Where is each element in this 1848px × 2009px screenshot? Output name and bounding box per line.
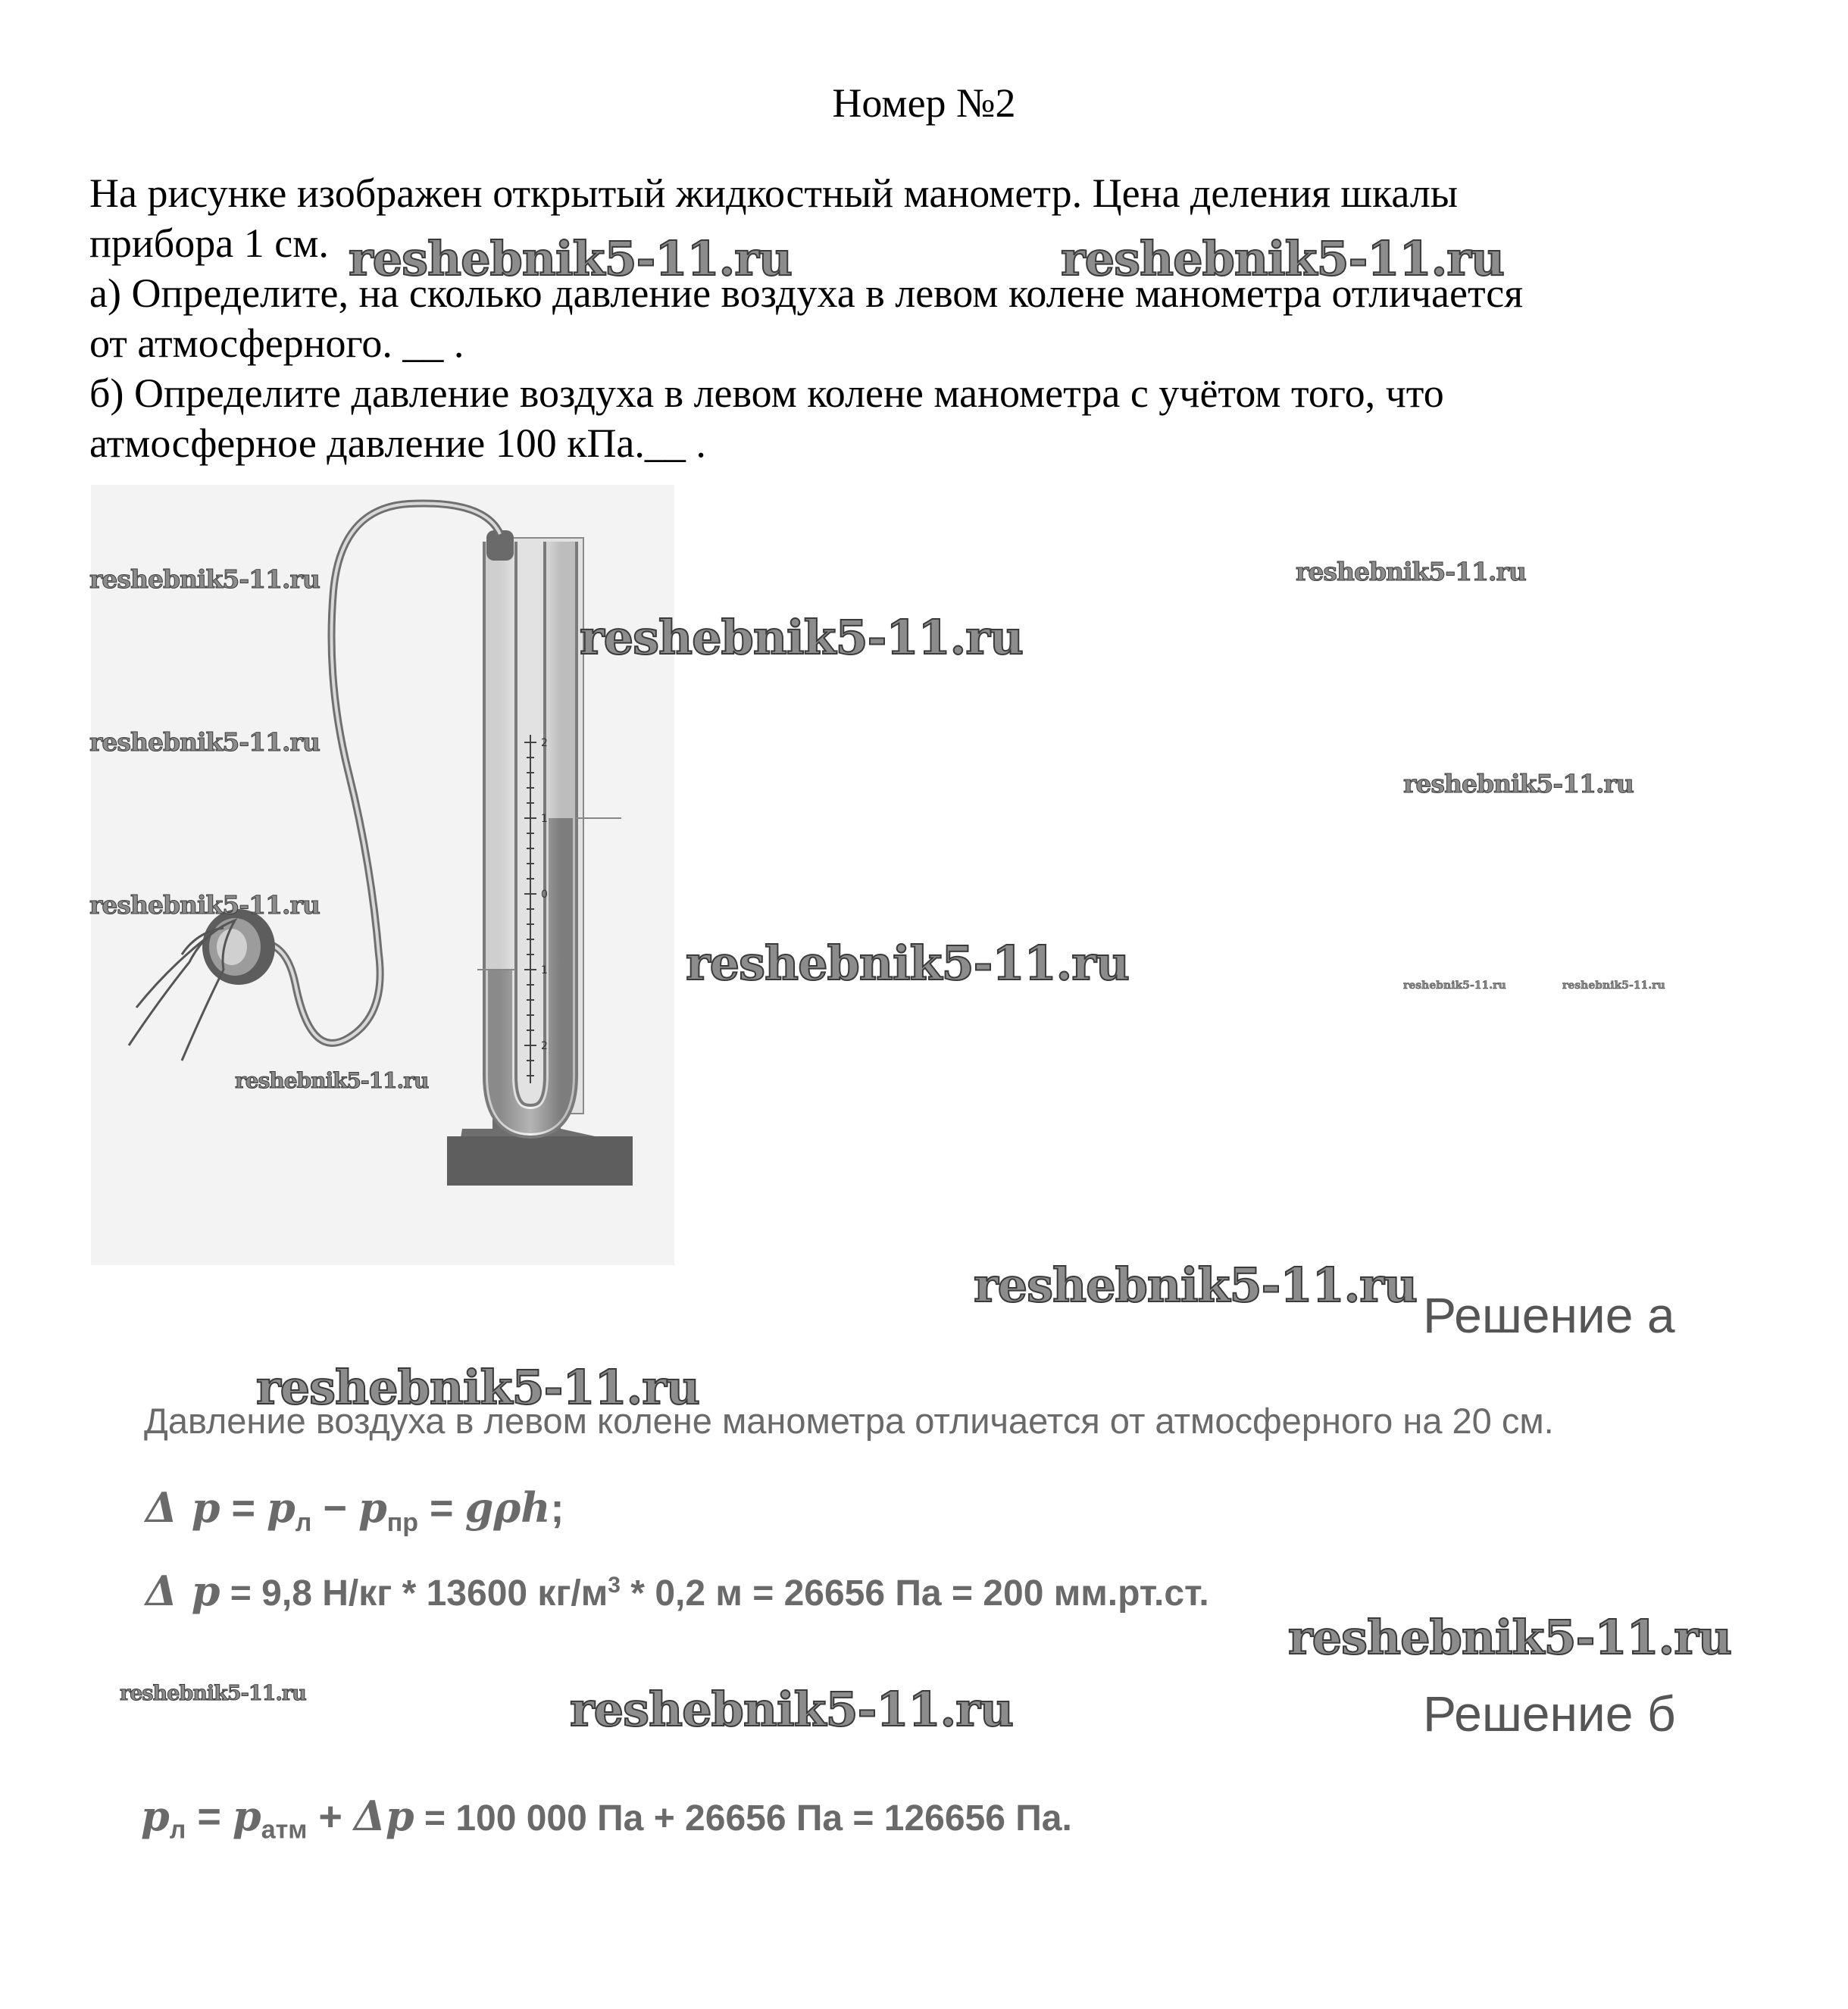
- watermark: reshebnik5-11.ru: [570, 1682, 1013, 1737]
- formula-text: = 100 000 Па + 26656 Па = 126656 Па.: [414, 1798, 1072, 1839]
- page-title: Номер №2: [832, 80, 1016, 126]
- formula-symbol: Δ p: [145, 1567, 220, 1615]
- problem-line: прибора 1 см.: [89, 220, 329, 266]
- scale-label: 2: [541, 1040, 548, 1052]
- watermark: reshebnik5-11.ru: [1562, 980, 1665, 992]
- watermark: reshebnik5-11.ru: [1288, 1610, 1731, 1665]
- formula-symbol: Δp: [353, 1792, 414, 1840]
- watermark: reshebnik5-11.ru: [256, 1360, 699, 1415]
- formula-delta-p-calculation: [145, 1567, 1209, 1615]
- formula-subscript: пр: [386, 1508, 419, 1537]
- scale-label: 0: [541, 889, 548, 901]
- formula-text: * 0,2 м = 26656 Па = 200 мм.рт.ст.: [620, 1573, 1209, 1614]
- problem-line: б) Определите давление воздуха в левом колене манометра с учётом того, что: [89, 370, 1444, 416]
- watermark: reshebnik5-11.ru: [1296, 557, 1526, 586]
- formula-operator: =: [418, 1486, 465, 1531]
- watermark: reshebnik5-11.ru: [974, 1258, 1417, 1313]
- watermark: reshebnik5-11.ru: [1403, 769, 1634, 798]
- formula-symbol: p: [267, 1483, 295, 1532]
- formula-operator: +: [307, 1794, 354, 1839]
- formula-operator: =: [186, 1794, 233, 1839]
- formula-subscript: л: [295, 1508, 312, 1537]
- watermark: reshebnik5-11.ru: [349, 231, 792, 286]
- problem-line: На рисунке изображен открытый жидкостный манометр. Цена деления шкалы: [89, 170, 1459, 216]
- formula-operator: −: [311, 1486, 358, 1531]
- watermark: reshebnik5-11.ru: [580, 610, 1023, 665]
- solution-a-text: Давление воздуха в левом колене манометра отличается от атмосферного на 20 см.: [144, 1401, 1554, 1441]
- formula-superscript: 3: [608, 1573, 621, 1598]
- formula-symbol: Δ p: [145, 1483, 220, 1532]
- watermark: reshebnik5-11.ru: [235, 1068, 429, 1093]
- watermark: reshebnik5-11.ru: [686, 936, 1129, 991]
- watermark: reshebnik5-11.ru: [120, 1682, 306, 1705]
- formula-delta-p-definition: [145, 1483, 564, 1538]
- manometer-illustration: [91, 485, 689, 1273]
- problem-line: а) Определите, на сколько давление воздуха в левом колене манометра отличается: [89, 270, 1524, 316]
- formula-text: = 9,8 Н/кг * 13600 кг/м: [220, 1573, 608, 1614]
- formula-subscript: атм: [261, 1815, 308, 1845]
- problem-line: атмосферное давление 100 кПа.__ .: [89, 420, 706, 466]
- problem-statement: [89, 168, 1756, 468]
- formula-operator: =: [220, 1486, 267, 1531]
- solution-a-heading: Решение а: [1423, 1287, 1675, 1343]
- formula-symbol: gρh: [464, 1483, 551, 1532]
- membrane-box: [202, 909, 275, 985]
- watermark: reshebnik5-11.ru: [1403, 980, 1506, 992]
- watermark: reshebnik5-11.ru: [89, 727, 320, 757]
- scale-label: 2: [541, 737, 548, 749]
- watermark: reshebnik5-11.ru: [89, 890, 320, 920]
- watermark: reshebnik5-11.ru: [89, 564, 320, 594]
- formula-symbol: p: [358, 1483, 387, 1532]
- formula-subscript: л: [169, 1815, 186, 1845]
- solution-b-heading: Решение б: [1423, 1686, 1676, 1742]
- formula-left-pressure: [141, 1792, 1072, 1845]
- watermark: reshebnik5-11.ru: [1061, 231, 1504, 286]
- formula-symbol: p: [232, 1792, 261, 1840]
- scale-label: 1: [541, 813, 548, 825]
- scale-label: 1: [541, 964, 548, 976]
- problem-line: от атмосферного. __ .: [89, 320, 464, 366]
- formula-symbol: p: [141, 1792, 170, 1840]
- formula-operator: ;: [550, 1486, 564, 1531]
